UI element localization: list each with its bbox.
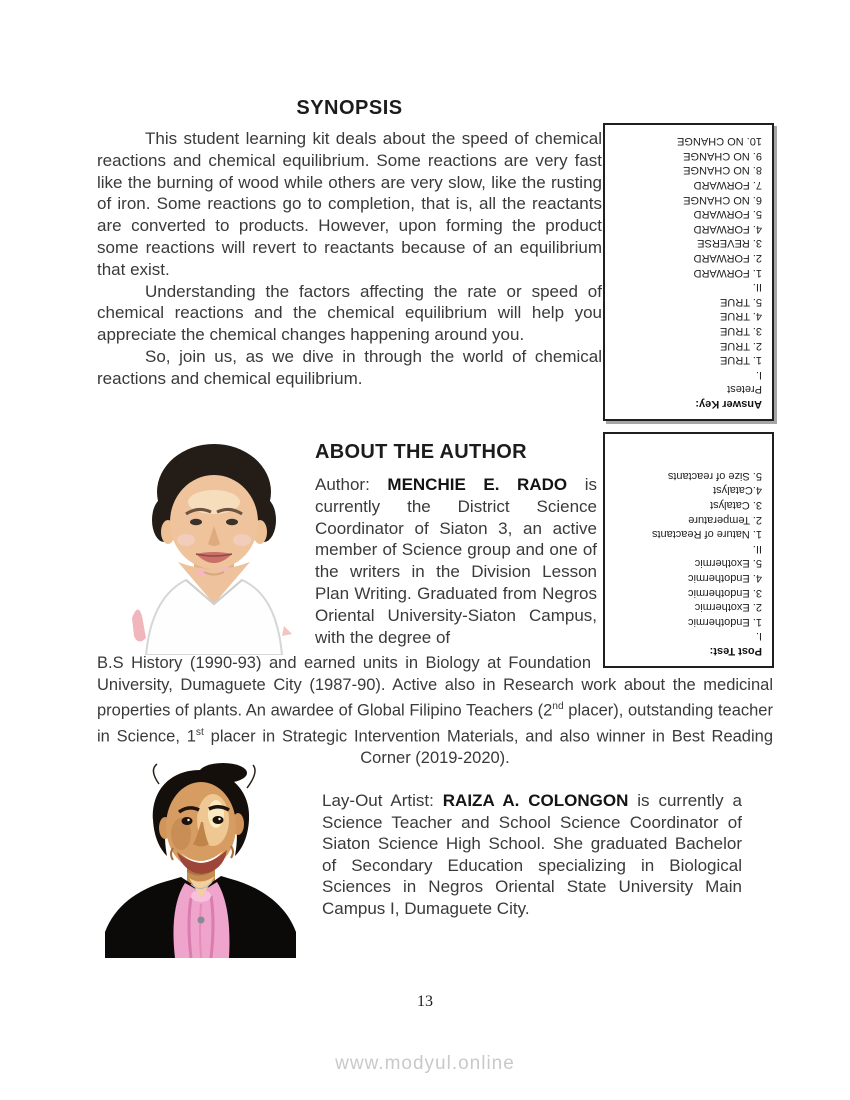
continuation-part: placer), outstanding teacher in Science, 1 [97, 701, 773, 746]
box-line: 2. Exothermic [694, 601, 762, 614]
ordinal-superscript: st [195, 727, 204, 738]
box-line: 1. Endothermic [688, 615, 762, 628]
synopsis-title: SYNOPSIS [296, 97, 403, 119]
watermark: www.modyul.online [335, 1053, 515, 1074]
box-line: 5. TRUE [720, 295, 762, 308]
box-line: I. [755, 630, 762, 643]
synopsis-paragraph: This student learning kit deals about the speed of chemical reactions and chemical equilibrium. Some reactions are very fast like the burning of wood while others are very slow, like the rusting of iron. Some reactions go to completion, that is, all the reactants are converted to products. However, upon forming the product some reactions will revert to reactants because of an equilibrium that exist. [97, 129, 602, 279]
box-line: 6. NO CHANGE [683, 193, 762, 206]
box-line: 8. NO CHANGE [683, 164, 762, 177]
answer-key-box [603, 123, 774, 421]
ordinal-superscript: nd [552, 701, 564, 712]
box-line: 2. FORWARD [693, 252, 762, 265]
page-number: 13 [417, 993, 433, 1010]
box-line: 7. FORWARD [693, 179, 762, 192]
box-line: 9. NO CHANGE [683, 149, 762, 162]
box-line: 1. TRUE [720, 354, 762, 367]
synopsis-body [97, 128, 602, 390]
layout-artist-name: RAIZA A. COLONGON [442, 791, 629, 810]
continuation-part: B.S History (1990-93) and earned units in Biology at Foundation University, Dumaguete City (1987-90). Active also in Research work about the medicinal properties of plants. An awardee of Global Filipino Teachers (2 [97, 654, 773, 720]
box-line: 3. Endothermic [688, 586, 762, 599]
author-paragraph [315, 474, 597, 648]
artist-face [166, 782, 236, 874]
author-text: is currently the District Science Coordinator of Siaton 3, an active member of Science group and one of the writers in the Division Lesson Plan Writing. Graduated from Negros Oriental University-Siaton Campus, with the degree of [315, 475, 597, 647]
box-line: 3. TRUE [720, 325, 762, 338]
post-test-box-spacer [591, 653, 773, 669]
box-line: Pretest [727, 383, 762, 396]
layout-artist-paragraph [322, 790, 742, 920]
post-test-box [603, 432, 774, 668]
box-line: 4. TRUE [720, 310, 762, 323]
synopsis-paragraph: So, join us, as we dive in through the world of chemical reactions and chemical equilibrium. [97, 346, 602, 388]
layout-artist-text: is currently a Science Teacher and School Science Coordinator of Siaton Science High School. She graduated Bachelor of Secondary Education specializing in Biological Sciences in Negros Oriental State University Main Campus I, Dumaguete City. [322, 791, 742, 918]
box-line: 3. Catalyst [710, 499, 762, 512]
box-line: II. [752, 281, 762, 294]
about-author-heading: ABOUT THE AUTHOR [315, 441, 527, 463]
box-line: 3. REVERSE [697, 237, 762, 250]
author-face [170, 475, 258, 575]
box-line: 1. Nature of Reactants [651, 528, 762, 541]
answer-key-title: Answer Key: [695, 398, 762, 410]
box-line: 5. Size of reactants [667, 469, 762, 482]
author-name: MENCHIE E. RADO [387, 475, 568, 494]
continuation-part: placer in Strategic Intervention Materials, and also winner in Best Reading Corner (2019-2020). [203, 727, 773, 767]
box-line: 4. FORWARD [693, 222, 762, 235]
box-line: 5. FORWARD [693, 208, 762, 221]
post-test-title: Post Test: [709, 645, 762, 657]
synopsis-paragraph: Understanding the factors affecting the rate or speed of chemical reactions and the chemical equilibrium will help you appreciate the chemical changes happening around you. [97, 281, 602, 345]
box-line: 5. Exothermic [694, 557, 762, 570]
box-line: 4.Catalyst [713, 484, 762, 497]
answer-key-lines [615, 134, 762, 397]
box-line: 10. NO CHANGE [677, 135, 762, 148]
box-line: 2. Temperature [688, 513, 762, 526]
box-line: 1. FORWARD [693, 266, 762, 279]
box-line: 2. TRUE [720, 339, 762, 352]
author-label: Author: [315, 475, 388, 494]
post-test-box-content [605, 434, 772, 666]
box-line: I. [755, 368, 762, 381]
answer-key-box-content [605, 125, 772, 419]
box-line: II. [752, 542, 762, 555]
post-test-lines [615, 468, 762, 643]
layout-artist-label: Lay-Out Artist: [322, 791, 443, 810]
author-continuation [97, 653, 773, 770]
author-photo [128, 440, 298, 655]
layout-artist-photo [103, 762, 298, 958]
box-line: 4. Endothermic [688, 572, 762, 585]
